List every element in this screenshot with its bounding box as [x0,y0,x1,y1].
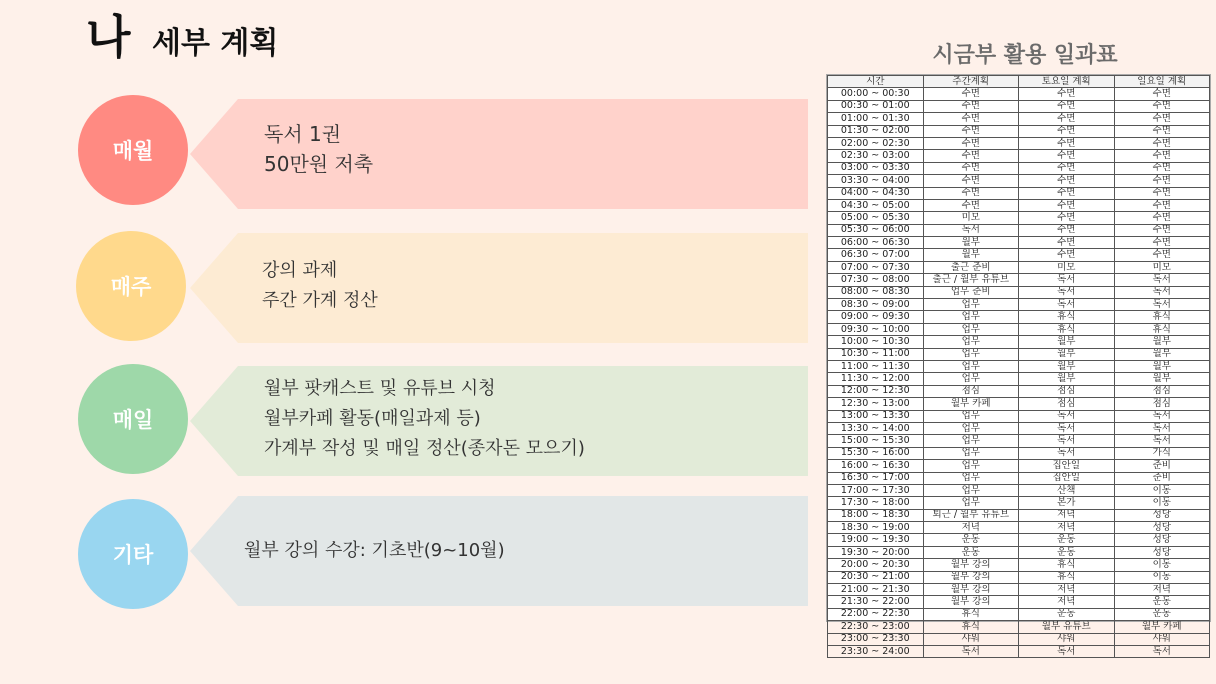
plan-other-text [244,536,505,566]
plan-cell: 저녁 [923,522,1019,534]
plan-cell: 독서 [1114,286,1210,298]
page-title: 세부 계획 [152,26,279,61]
time-cell: 12:00 ~ 12:30 [828,385,924,397]
table-row [828,385,1210,397]
table-row [828,261,1210,273]
time-cell: 19:00 ~ 19:30 [828,534,924,546]
plan-cell: 운동 [1019,608,1115,620]
header-cell: 시간 [828,76,924,88]
plan-cell: 운동 [923,546,1019,558]
plan-cell: 수면 [923,150,1019,162]
plan-cell: 수면 [923,125,1019,137]
plan-cell: 월부 [1114,373,1210,385]
plan-cell: 휴식 [1019,559,1115,571]
table-row [828,113,1210,125]
time-cell: 09:30 ~ 10:00 [828,323,924,335]
table-row [828,584,1210,596]
plan-cell: 수면 [1114,237,1210,249]
time-cell: 18:00 ~ 18:30 [828,509,924,521]
plan-cell: 독서 [1019,274,1115,286]
time-cell: 01:00 ~ 01:30 [828,113,924,125]
plan-cell: 저녁 [1019,509,1115,521]
plan-weekly-line: 강의 과제 [262,260,338,281]
plan-cell: 월부 [1019,360,1115,372]
plan-cell: 월부 [1019,336,1115,348]
plan-cell: 업무 [923,373,1019,385]
time-cell: 21:00 ~ 21:30 [828,584,924,596]
plan-cell: 월부 [1114,336,1210,348]
plan-cell: 수면 [1114,125,1210,137]
plan-cell: 수면 [1114,224,1210,236]
table-row [828,497,1210,509]
plan-cell: 수면 [1019,199,1115,211]
plan-daily-text [264,374,585,464]
plan-cell: 업무 [923,484,1019,496]
plan-cell: 수면 [1019,162,1115,174]
table-row [828,237,1210,249]
plan-cell: 월부 강의 [923,596,1019,608]
time-cell: 06:00 ~ 06:30 [828,237,924,249]
plan-cell: 월부 [923,237,1019,249]
plan-cell: 월부 강의 [923,559,1019,571]
table-row [828,212,1210,224]
plan-cell: 독서 [1114,410,1210,422]
time-cell: 06:30 ~ 07:00 [828,249,924,261]
plan-other-line: 월부 강의 수강: 기초반(9~10월) [244,540,505,561]
table-row [828,410,1210,422]
time-cell: 20:00 ~ 20:30 [828,559,924,571]
plan-cell: 휴식 [1114,311,1210,323]
plan-cell: 업무 [923,348,1019,360]
plan-cell: 준비 [1114,460,1210,472]
table-row [828,621,1210,633]
plan-cell: 업무 [923,311,1019,323]
time-cell: 16:00 ~ 16:30 [828,460,924,472]
plan-cell: 수면 [1019,137,1115,149]
header-cell: 주간계획 [923,76,1019,88]
table-row [828,175,1210,187]
plan-cell: 월부 [1114,360,1210,372]
plan-cell: 독서 [1019,299,1115,311]
header-cell: 일요일 계획 [1114,76,1210,88]
time-cell: 01:30 ~ 02:00 [828,125,924,137]
table-row [828,534,1210,546]
plan-cell: 수면 [1019,100,1115,112]
plan-cell: 수면 [1019,125,1115,137]
plan-cell: 휴식 [923,621,1019,633]
plan-cell: 출근 준비 [923,261,1019,273]
plan-cell: 수면 [1114,187,1210,199]
plan-cell: 운동 [1114,608,1210,620]
plan-cell: 휴식 [1019,323,1115,335]
table-row [828,559,1210,571]
plan-cell: 업무 [923,336,1019,348]
plan-cell: 수면 [923,113,1019,125]
plan-cell: 월부 [1019,348,1115,360]
plan-cell: 수면 [923,100,1019,112]
time-cell: 07:30 ~ 08:00 [828,274,924,286]
plan-daily-line: 월부 팟캐스트 및 유튜브 시청 [264,378,496,399]
table-row [828,323,1210,335]
time-cell: 10:00 ~ 10:30 [828,336,924,348]
plan-weekly-circle: 매주 [76,231,186,341]
time-cell: 17:30 ~ 18:00 [828,497,924,509]
plan-cell: 업무 [923,472,1019,484]
plan-cell: 성당 [1114,534,1210,546]
time-cell: 15:30 ~ 16:00 [828,447,924,459]
plan-cell: 저녁 [1019,596,1115,608]
table-row [828,286,1210,298]
plan-cell: 수면 [1019,187,1115,199]
table-row [828,509,1210,521]
plan-cell: 휴식 [1019,571,1115,583]
table-row [828,472,1210,484]
plan-cell: 이동 [1114,559,1210,571]
plan-daily-line: 가계부 작성 및 매일 정산(종자돈 모으기) [264,438,585,459]
plan-cell: 저녁 [1019,522,1115,534]
table-row [828,162,1210,174]
time-cell: 11:00 ~ 11:30 [828,360,924,372]
plan-cell: 독서 [1114,274,1210,286]
time-cell: 19:30 ~ 20:00 [828,546,924,558]
plan-cell: 업무 [923,447,1019,459]
plan-cell: 휴식 [1019,311,1115,323]
table-row [828,633,1210,645]
plan-cell: 업무 [923,460,1019,472]
plan-cell: 업무 [923,323,1019,335]
plan-cell: 독서 [923,224,1019,236]
time-cell: 20:30 ~ 21:00 [828,571,924,583]
plan-cell: 업무 [923,299,1019,311]
plan-cell: 점심 [923,385,1019,397]
plan-cell: 독서 [1114,299,1210,311]
plan-cell: 본가 [1019,497,1115,509]
time-cell: 09:00 ~ 09:30 [828,311,924,323]
table-row [828,460,1210,472]
plan-cell: 수면 [1019,113,1115,125]
plan-cell: 저녁 [1114,584,1210,596]
plan-monthly-circle: 매월 [78,95,188,205]
time-cell: 00:00 ~ 00:30 [828,88,924,100]
time-cell: 12:30 ~ 13:00 [828,398,924,410]
time-cell: 04:30 ~ 05:00 [828,199,924,211]
time-cell: 04:00 ~ 04:30 [828,187,924,199]
plan-weekly-text [262,256,378,316]
time-cell: 13:00 ~ 13:30 [828,410,924,422]
plan-cell: 수면 [1114,88,1210,100]
plan-cell: 산책 [1019,484,1115,496]
plan-cell: 가식 [1114,447,1210,459]
plan-cell: 수면 [1114,150,1210,162]
time-cell: 15:00 ~ 15:30 [828,435,924,447]
plan-cell: 수면 [1114,100,1210,112]
table-row [828,447,1210,459]
plan-cell: 준비 [1114,472,1210,484]
plan-monthly-line: 독서 1권 [264,122,342,146]
plan-cell: 독서 [1019,435,1115,447]
table-row [828,546,1210,558]
table-row [828,137,1210,149]
time-cell: 16:30 ~ 17:00 [828,472,924,484]
plan-cell: 업무 [923,435,1019,447]
plan-cell: 샤워 [923,633,1019,645]
plan-cell: 점심 [1114,398,1210,410]
plan-cell: 퇴근 / 월부 유튜브 [923,509,1019,521]
time-cell: 10:30 ~ 11:00 [828,348,924,360]
plan-cell: 수면 [1114,212,1210,224]
plan-cell: 월부 카페 [923,398,1019,410]
plan-cell: 수면 [923,175,1019,187]
plan-cell: 점심 [1019,398,1115,410]
plan-cell: 수면 [1114,249,1210,261]
plan-cell: 수면 [1019,175,1115,187]
plan-monthly-text [264,119,373,179]
time-cell: 02:00 ~ 02:30 [828,137,924,149]
table-row [828,608,1210,620]
plan-other-circle: 기타 [78,499,188,609]
time-cell: 11:30 ~ 12:00 [828,373,924,385]
plan-cell: 월부 유튜브 [1019,621,1115,633]
table-row [828,348,1210,360]
table-row [828,88,1210,100]
plan-cell: 수면 [1019,249,1115,261]
time-cell: 05:00 ~ 05:30 [828,212,924,224]
plan-cell: 수면 [1114,162,1210,174]
time-cell: 08:00 ~ 08:30 [828,286,924,298]
plan-cell: 월부 카페 [1114,621,1210,633]
table-row [828,150,1210,162]
table-row [828,360,1210,372]
time-cell: 07:00 ~ 07:30 [828,261,924,273]
plan-cell: 운동 [1019,546,1115,558]
plan-cell: 샤워 [1019,633,1115,645]
table-row [828,398,1210,410]
time-cell: 18:30 ~ 19:00 [828,522,924,534]
table-row [828,571,1210,583]
plan-cell: 미모 [923,212,1019,224]
time-cell: 23:30 ~ 24:00 [828,645,924,657]
plan-cell: 수면 [1019,237,1115,249]
plan-cell: 수면 [1019,212,1115,224]
time-cell: 22:00 ~ 22:30 [828,608,924,620]
plan-cell: 이동 [1114,497,1210,509]
plan-monthly-line: 50만원 저축 [264,152,374,176]
plan-cell: 운동 [923,534,1019,546]
time-cell: 21:30 ~ 22:00 [828,596,924,608]
timetable-title: 시금부 활용 일과표 [932,43,1118,68]
table-row [828,484,1210,496]
plan-cell: 업무 [923,360,1019,372]
plan-cell: 수면 [923,137,1019,149]
time-cell: 17:00 ~ 17:30 [828,484,924,496]
plan-cell: 성당 [1114,522,1210,534]
plan-cell: 운동 [1114,596,1210,608]
plan-cell: 수면 [923,187,1019,199]
plan-daily-circle: 매일 [78,364,188,474]
plan-cell: 월부 [1114,348,1210,360]
table-row [828,522,1210,534]
time-cell: 08:30 ~ 09:00 [828,299,924,311]
plan-cell: 업무 [923,422,1019,434]
table-row [828,187,1210,199]
plan-cell: 독서 [1114,645,1210,657]
table-row [828,299,1210,311]
plan-cell: 미모 [1114,261,1210,273]
plan-cell: 수면 [1114,113,1210,125]
plan-cell: 독서 [1114,422,1210,434]
plan-cell: 수면 [1114,137,1210,149]
time-cell: 22:30 ~ 23:00 [828,621,924,633]
plan-cell: 성당 [1114,509,1210,521]
plan-cell: 점심 [1114,385,1210,397]
plan-cell: 수면 [923,88,1019,100]
table-row [828,100,1210,112]
plan-cell: 수면 [1114,199,1210,211]
plan-cell: 저녁 [1019,584,1115,596]
plan-cell: 독서 [1019,286,1115,298]
time-cell: 00:30 ~ 01:00 [828,100,924,112]
plan-cell: 월부 강의 [923,584,1019,596]
plan-cell: 업무 [923,410,1019,422]
table-row [828,274,1210,286]
table-row [828,422,1210,434]
plan-weekly-line: 주간 가계 정산 [262,290,378,311]
time-cell: 13:30 ~ 14:00 [828,422,924,434]
plan-cell: 독서 [1019,645,1115,657]
table-row [828,125,1210,137]
table-row [828,199,1210,211]
timetable-table [827,75,1210,658]
plan-cell: 휴식 [1114,323,1210,335]
plan-cell: 수면 [1019,224,1115,236]
time-cell: 03:00 ~ 03:30 [828,162,924,174]
time-cell: 05:30 ~ 06:00 [828,224,924,236]
plan-cell: 독서 [1019,410,1115,422]
table-row [828,311,1210,323]
table-row [828,249,1210,261]
page-title-mark: 나 [86,10,131,64]
plan-cell: 독서 [1019,447,1115,459]
plan-cell: 집안일 [1019,472,1115,484]
timetable-body [828,88,1210,658]
plan-cell: 수면 [923,199,1019,211]
table-row [828,336,1210,348]
plan-cell: 집안일 [1019,460,1115,472]
header-cell: 토요일 계획 [1019,76,1115,88]
plan-cell: 휴식 [923,608,1019,620]
plan-cell: 업무 [923,497,1019,509]
timetable-header-row [828,76,1210,88]
plan-cell: 이동 [1114,484,1210,496]
plan-cell: 이동 [1114,571,1210,583]
plan-cell: 수면 [1114,175,1210,187]
table-row [828,596,1210,608]
plan-cell: 월부 [1019,373,1115,385]
table-row [828,645,1210,657]
table-row [828,224,1210,236]
plan-daily-line: 월부카페 활동(매일과제 등) [264,408,481,429]
plan-cell: 수면 [1019,88,1115,100]
table-row [828,435,1210,447]
time-cell: 23:00 ~ 23:30 [828,633,924,645]
plan-cell: 출근 / 월부 유튜브 [923,274,1019,286]
plan-cell: 독서 [923,645,1019,657]
timetable-sheet [826,74,1211,657]
plan-cell: 수면 [1019,150,1115,162]
time-cell: 03:30 ~ 04:00 [828,175,924,187]
plan-cell: 월부 [923,249,1019,261]
plan-cell: 수면 [923,162,1019,174]
plan-cell: 성당 [1114,546,1210,558]
plan-cell: 월부 강의 [923,571,1019,583]
plan-cell: 독서 [1019,422,1115,434]
plan-cell: 점심 [1019,385,1115,397]
plan-cell: 샤워 [1114,633,1210,645]
plan-cell: 미모 [1019,261,1115,273]
time-cell: 02:30 ~ 03:00 [828,150,924,162]
plan-cell: 업무 준비 [923,286,1019,298]
table-row [828,373,1210,385]
plan-cell: 독서 [1114,435,1210,447]
plan-cell: 운동 [1019,534,1115,546]
